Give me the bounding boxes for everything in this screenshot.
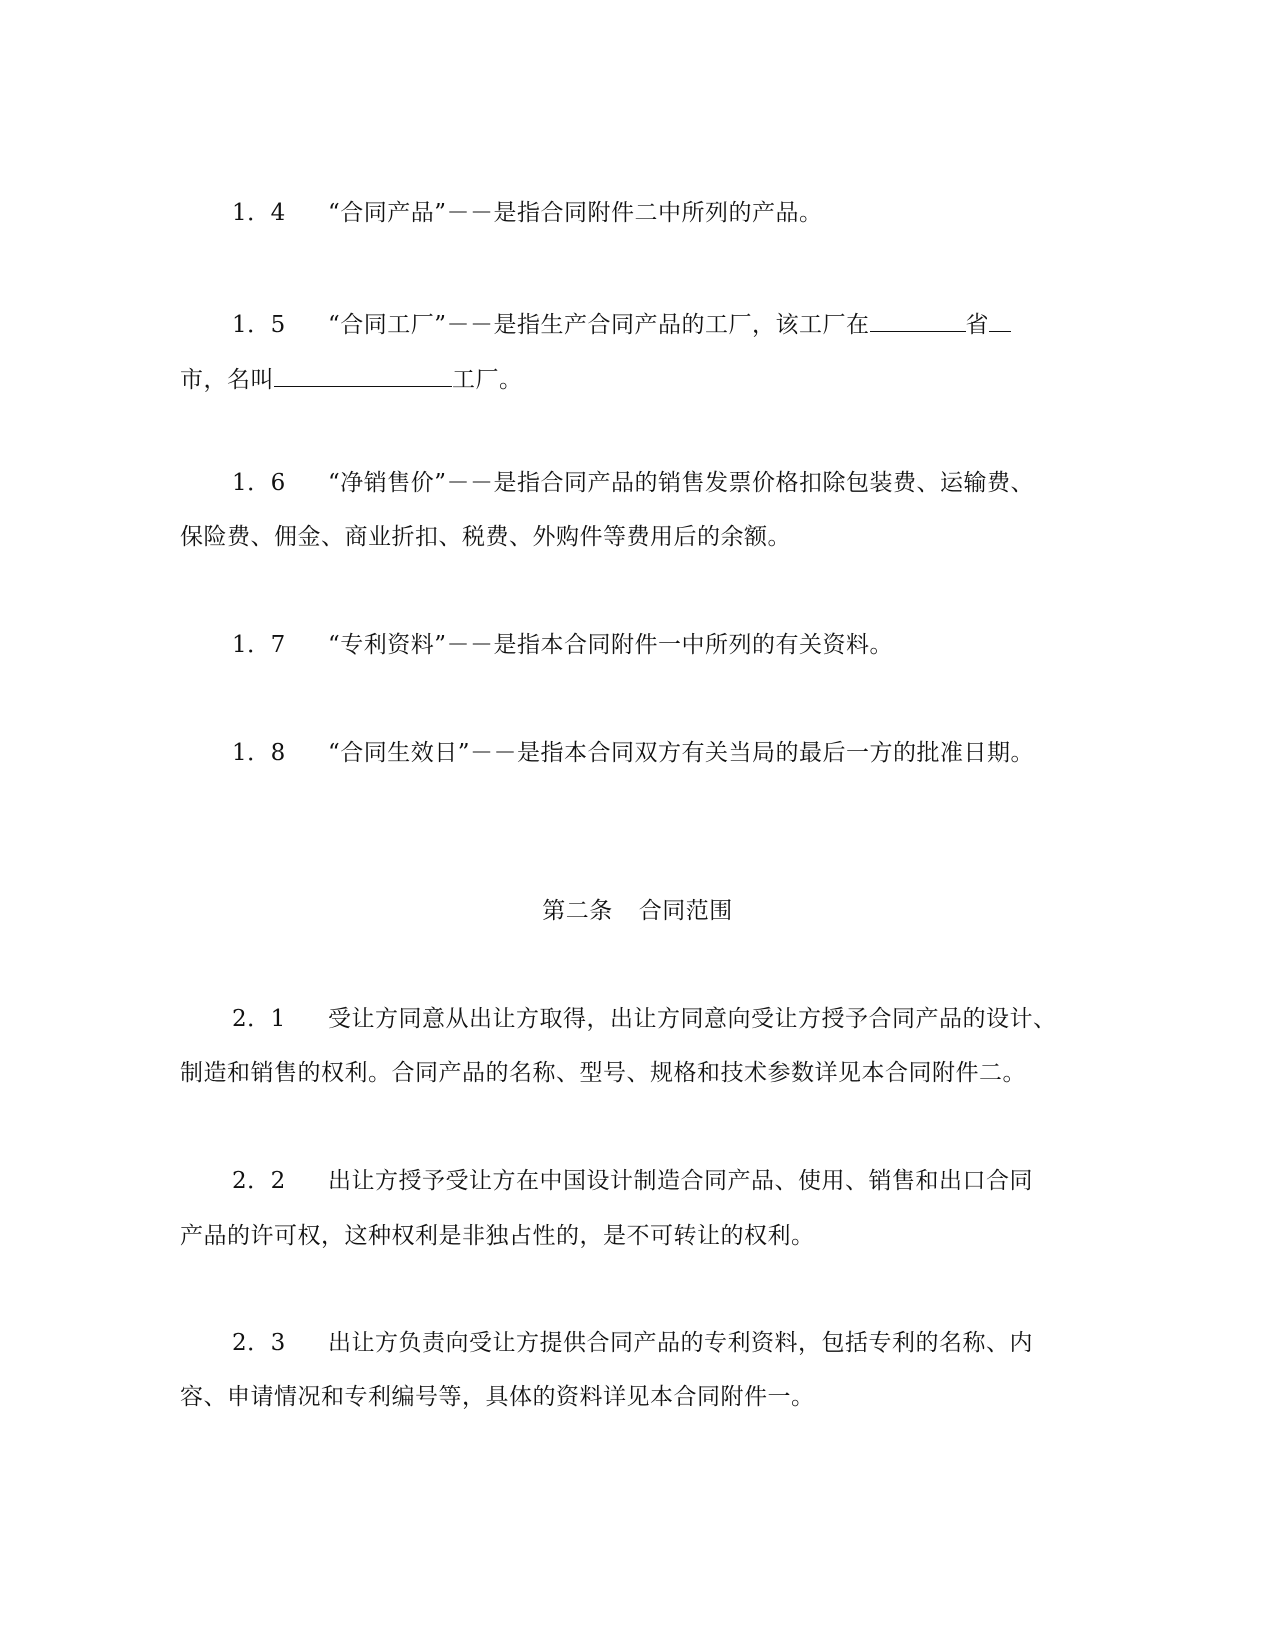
clause-number: 1．6 xyxy=(232,470,286,496)
clause-text: “合同工厂”－－是指生产合同产品的工厂，该工厂在 xyxy=(328,312,870,338)
clause-2-1-line-1 xyxy=(232,1004,1057,1034)
clause-2-3-line-1 xyxy=(232,1328,1033,1358)
clause-text: 工厂。 xyxy=(452,367,523,393)
article-title: 合同范围 xyxy=(638,898,733,924)
clause-1-6-line-1 xyxy=(232,468,1034,498)
clause-text: “合同生效日”－－是指本合同双方有关当局的最后一方的批准日期。 xyxy=(328,740,1035,766)
clause-1-6-line-2 xyxy=(180,522,791,552)
clause-1-5-line-1 xyxy=(232,307,1011,340)
clause-number: 2．3 xyxy=(232,1330,286,1356)
clause-1-5-line-2 xyxy=(180,362,523,395)
city-blank xyxy=(989,307,1011,332)
clause-1-7-line-1 xyxy=(232,630,893,660)
clause-text: 出让方授予受让方在中国设计制造合同产品、使用、销售和出口合同 xyxy=(328,1168,1033,1194)
clause-text: 制造和销售的权利。合同产品的名称、型号、规格和技术参数详见本合同附件二。 xyxy=(180,1060,1026,1086)
clause-text: 保险费、佣金、商业折扣、税费、外购件等费用后的余额。 xyxy=(180,524,791,550)
clause-text: “专利资料”－－是指本合同附件一中所列的有关资料。 xyxy=(328,632,894,658)
section-heading xyxy=(0,896,1275,926)
clause-1-8-line-1 xyxy=(232,738,1034,768)
clause-1-4-line-1 xyxy=(232,198,823,228)
clause-number: 2．1 xyxy=(232,1006,286,1032)
clause-text: “净销售价”－－是指合同产品的销售发票价格扣除包装费、运输费、 xyxy=(328,470,1035,496)
clause-text: “合同产品”－－是指合同附件二中所列的产品。 xyxy=(328,200,823,226)
clause-text: 受让方同意从出让方取得，出让方同意向受让方授予合同产品的设计、 xyxy=(328,1006,1057,1032)
clause-number: 1．4 xyxy=(232,200,286,226)
clause-2-3-line-2 xyxy=(180,1382,815,1412)
clause-text: 产品的许可权，这种权利是非独占性的，是不可转让的权利。 xyxy=(180,1223,815,1249)
clause-text: 省 xyxy=(965,312,990,338)
province-blank xyxy=(870,307,966,332)
clause-2-2-line-2 xyxy=(180,1221,815,1251)
clause-text: 出让方负责向受让方提供合同产品的专利资料，包括专利的名称、内 xyxy=(328,1330,1033,1356)
clause-number: 2．2 xyxy=(232,1168,286,1194)
factory-name-blank xyxy=(274,362,452,387)
clause-number: 1．8 xyxy=(232,740,286,766)
clause-2-2-line-1 xyxy=(232,1166,1033,1196)
article-number: 第二条 xyxy=(542,898,613,924)
clause-number: 1．5 xyxy=(232,312,286,338)
clause-text: 市，名叫 xyxy=(180,367,274,393)
clause-number: 1．7 xyxy=(232,632,286,658)
clause-text: 容、申请情况和专利编号等，具体的资料详见本合同附件一。 xyxy=(180,1384,815,1410)
clause-2-1-line-2 xyxy=(180,1058,1026,1088)
